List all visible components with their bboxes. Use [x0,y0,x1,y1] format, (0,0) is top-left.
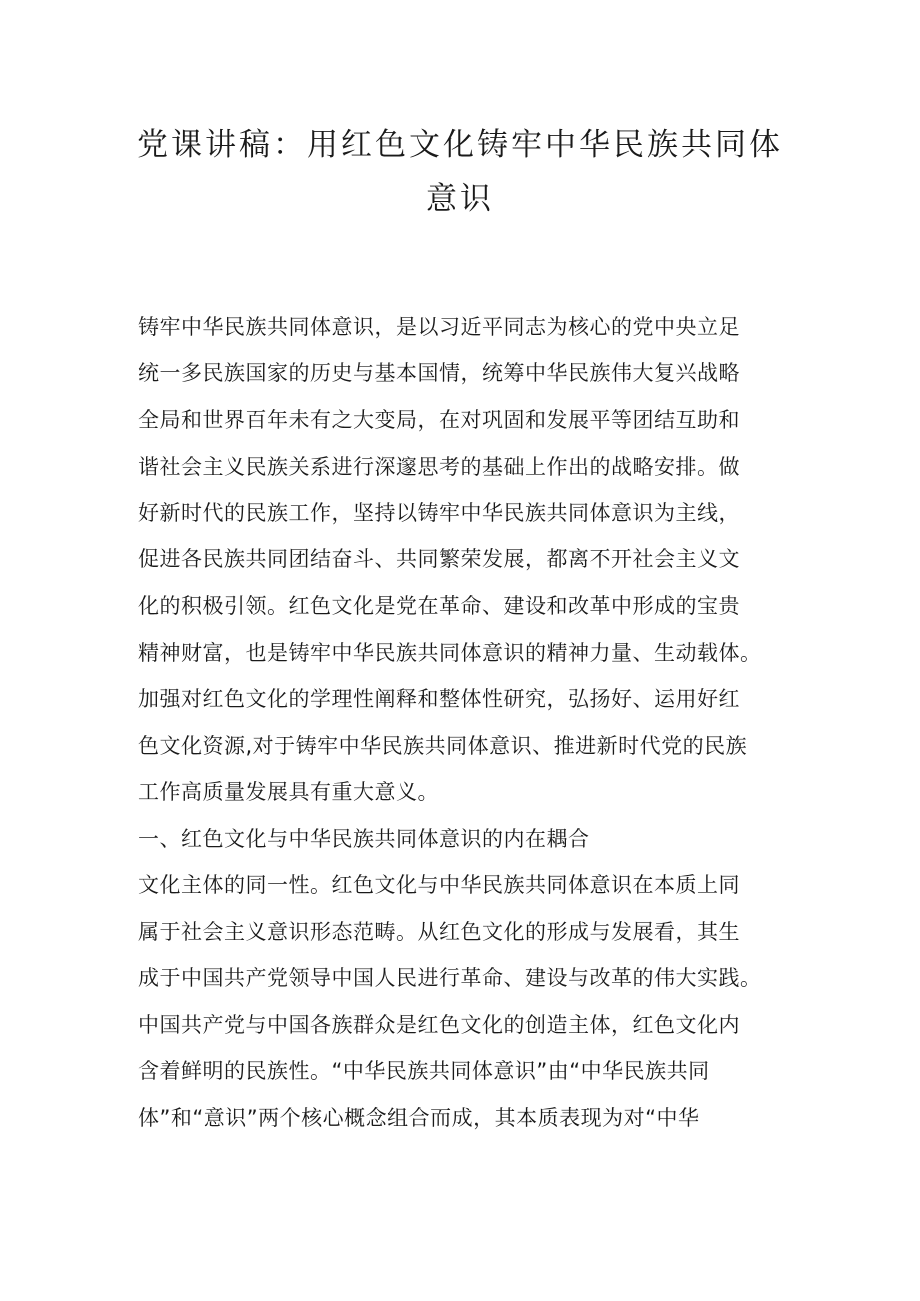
document-title-line-2: 意识 [426,181,494,217]
body-line: 铸牢中华民族共同体意识，是以习近平同志为核心的党中央立足 [138,315,740,339]
body-line: 统一多民族国家的历史与基本国情，统筹中华民族伟大复兴战略 [138,361,740,385]
body-line: 文化主体的同一性。红色文化与中华民族共同体意识在本质上同 [138,873,740,897]
body-line: 化的积极引领。红色文化是党在革命、建设和改革中形成的宝贵 [138,594,740,618]
body-line: 促进各民族共同团结奋斗、共同繁荣发展，都离不开社会主义文 [138,547,740,571]
body-line: 谐社会主义民族关系进行深邃思考的基础上作出的战略安排。做 [138,455,740,479]
body-line: 工作高质量发展具有重大意义。 [138,780,439,804]
body-line: 中国共产党与中国各族群众是红色文化的创造主体，红色文化内 [138,1013,740,1037]
section-heading: 一、红色文化与中华民族共同体意识的内在耦合 [138,827,590,851]
body-line: 色文化资源,对于铸牢中华民族共同体意识、推进新时代党的民族 [138,734,748,758]
body-line: 体”和“意识”两个核心概念组合而成，其本质表现为对“中华 [138,1106,700,1130]
document-title-line-1: 党课讲稿：用红色文化铸牢中华民族共同体 [137,127,783,163]
body-line: 含着鲜明的民族性。“中华民族共同体意识”由“中华民族共同 [138,1059,710,1083]
body-line: 属于社会主义意识形态范畴。从红色文化的形成与发展看，其生 [138,920,740,944]
body-line: 好新时代的民族工作，坚持以铸牢中华民族共同体意识为主线， [138,501,740,525]
body-line: 全局和世界百年未有之大变局，在对巩固和发展平等团结互助和 [138,408,740,432]
body-line: 成于中国共产党领导中国人民进行革命、建设与改革的伟大实践。 [138,966,762,990]
body-line: 精神财富，也是铸牢中华民族共同体意识的精神力量、生动载体。 [138,641,762,665]
body-line: 加强对红色文化的学理性阐释和整体性研究，弘扬好、运用好红 [138,687,740,711]
